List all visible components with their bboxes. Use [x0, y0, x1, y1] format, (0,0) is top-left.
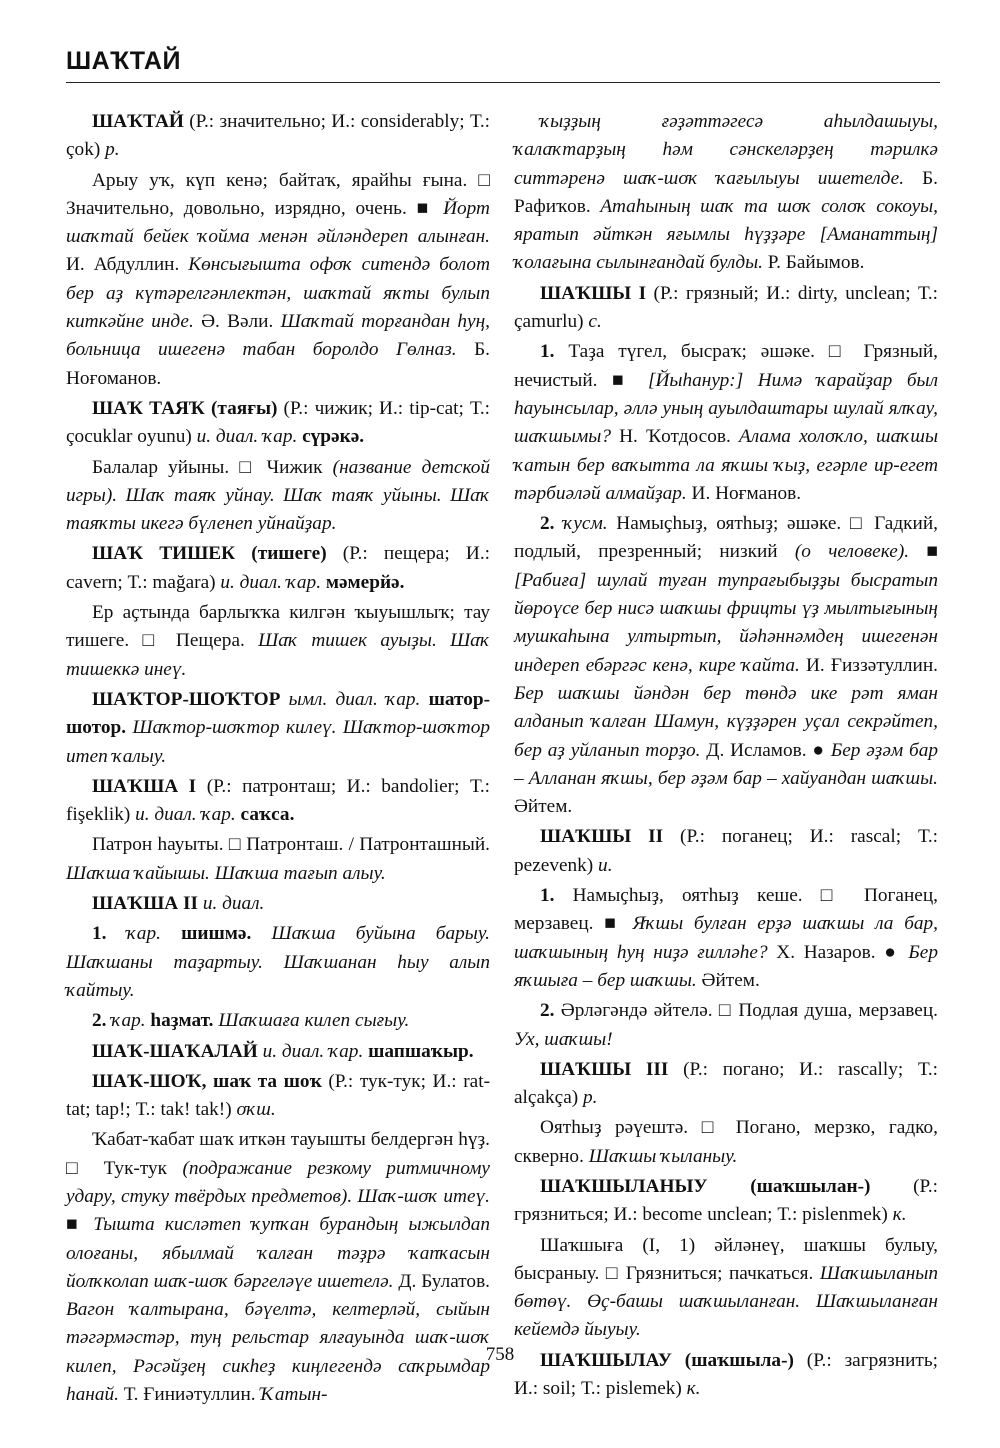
headword-text: ШАҠШЫ I [540, 282, 647, 304]
headword-text: һаҙмат. [150, 1010, 214, 1032]
italic-text: Шаҡ тишек ауыҙы. Шаҡ тишеккә инеү. [66, 630, 490, 680]
body-text: Т. Ғиниәтуллин. [118, 1384, 261, 1406]
body-text [280, 689, 288, 710]
italic-text: Алама холоҡло, шаҡшы ҡатын бер ваҡытта ла яҡшы ҡыҙ, егәрле ир-егет тәрбиәләй алмайҙар. [514, 426, 939, 504]
dictionary-paragraph [514, 338, 938, 508]
italic-text: Шаҡшыланып бөтөү. Өҫ-башы шаҡшыланған. Шаҡшыланған кейемдә йыуыу. [514, 1262, 938, 1341]
body-text: (Р.: значительно; И.: considerably; Т.: çok) [66, 111, 490, 161]
body-text: Арыу уҡ, күп кенә; байтаҡ, ярайһы ғына. □ Значительно, довольно, изрядно, очень. ■ [66, 169, 490, 219]
body-text: (Р.: грязниться; И.: become unclean; Т.: pislenmek) [514, 1175, 938, 1226]
italic-text: Шаҡтай торғандан һуң, больница ишегенә табан боролдо Гөлназ. [66, 311, 491, 361]
dictionary-paragraph [514, 280, 938, 337]
italic-text: Яҡшы булған ерҙә шаҡшы ла бар, шаҡшының һуң ниҙә ғилләһе? [514, 913, 938, 963]
headword-text: ШАҠША I [92, 775, 197, 797]
headword-text: ШАҠ-ШОҠ, шаҡ та шоҡ [92, 1070, 322, 1092]
page-number: 758 [485, 1344, 515, 1365]
body-text: Д. Булатов. [393, 1270, 490, 1292]
dictionary-paragraph [66, 920, 490, 1005]
running-head: ШАҠТАЙ [66, 47, 181, 75]
dictionary-paragraph [66, 1038, 490, 1066]
italic-text: и. диал. ҡар. [262, 1040, 364, 1062]
body-text [106, 923, 126, 944]
italic-text: и. диал. ҡар. [135, 804, 236, 826]
italic-text: Шаҡша ҡайышы. Шаҡша тағып алыу. [66, 862, 386, 884]
headword-text: 1. [540, 341, 555, 363]
body-text: Ә. Вәли. [193, 311, 281, 333]
headword-text: 2. [92, 1010, 107, 1032]
dictionary-paragraph [66, 890, 490, 918]
headword-text: ШАҠШЫ II [540, 826, 664, 848]
dictionary-paragraph [66, 1068, 490, 1125]
italic-text: Бер яҡшыға – бер шаҡшы. [514, 941, 938, 991]
italic-text: р. [583, 1087, 598, 1109]
headword-text: ШАҠТОР-ШОҠТОР [92, 688, 281, 710]
body-text: (Р.: тук-тук; И.: rat-tat; tap!; Т.: tak! tak!) [66, 1070, 491, 1121]
dictionary-paragraph [514, 1114, 938, 1171]
body-text: Ер аҫтында барлыҡҡа килгән ҡыуышлыҡ; тау тишеге. □ Пещера. [66, 602, 490, 652]
body-text: (Р.: загрязнить; И.: soil; Т.: pislemek) [514, 1349, 938, 1400]
dictionary-paragraph [66, 599, 490, 684]
italic-text: оҡш. [236, 1099, 276, 1121]
body-text: Р. Байымов. [762, 252, 865, 274]
italic-text: и. диал. ҡар. [196, 426, 298, 448]
dictionary-paragraph [514, 510, 938, 821]
dictionary-paragraph [66, 773, 490, 830]
body-text: Б. Рафиҡов. [514, 167, 938, 217]
body-text [251, 923, 271, 944]
italic-text: (подражание резкому ритмичному удару, стуку твёрдых предметов). Шаҡ-шоҡ итеү. [66, 1157, 490, 1207]
headword-text: 2. [540, 1000, 555, 1022]
body-text: Ҡабат-ҡабат шаҡ иткән тауышты белдергән һүҙ. □ Тук-тук [66, 1129, 490, 1179]
dictionary-paragraph [514, 1056, 938, 1113]
italic-text: ҡыҙҙың ғәҙәттәгесә аһылдашыуы, ҡалаҡтарҙың һәм сәнскеләрҙең тәрилкә ситтәренә шаҡ-шоҡ ҡағылыуы ишетелде. [514, 111, 938, 189]
italic-text: Вагон ҡалтырана, бәүелтә, келтерләй, сыйын тәгәрмәстәр, туң рельстар ялғауында шаҡ-шоҡ килеп, Рәсәйҙең сикһеҙ киңлегендә саҡрымдар һанай. [66, 1299, 490, 1406]
body-text: Н. Ҡотдосов. [610, 426, 739, 448]
dictionary-paragraph [514, 997, 938, 1054]
body-text: Әйтем. [514, 796, 573, 818]
italic-text: ымл. диал. ҡар. [288, 688, 421, 710]
italic-text: к. [892, 1204, 907, 1226]
dictionary-paragraph [66, 1126, 490, 1409]
italic-text: р. [105, 139, 120, 161]
header-rule [66, 82, 940, 83]
body-text [161, 923, 181, 944]
dictionary-paragraph [514, 108, 938, 278]
italic-text: и. диал. [202, 893, 265, 915]
headword-text: ШАҠТАЙ [92, 111, 184, 132]
headword-text: саҡса. [240, 804, 295, 826]
headword-text: ШАҠШЫЛАНЫУ (шаҡшылан-) [540, 1175, 871, 1197]
body-text: Патрон һауыты. □ Патронташ. / Патронташный. [92, 834, 490, 856]
body-text: (Р.: грязный; И.: dirty, unclean; Т.: çamurlu) [514, 282, 939, 333]
italic-text: Шаҡтор-шоҡтор килеү. Шаҡтор-шоҡтор итеп ҡалыу. [66, 717, 490, 767]
body-text: Намыҫһыҙ, оятһыҙ; әшәке. □ Гадкий, подлый, презренный; низкий [514, 513, 939, 563]
italic-text: Йорт шаҡтай бейек ҡойма менән әйләндереп алынған. [66, 197, 490, 248]
italic-text: Шаҡшаға килеп сығыу. [218, 1010, 410, 1032]
headword-text: ШАҠ ТИШЕК (тишеге) [92, 543, 327, 565]
italic-text: ҡар. [126, 923, 161, 945]
dictionary-paragraph [66, 108, 490, 165]
headword-text: ШАҠШЫ III [540, 1058, 669, 1080]
body-text: Әйтем. [696, 969, 760, 991]
italic-text: Атаһының шаҡ та шоҡ солоҡ сокоуы, яратып әйткән яғымлы һүҙҙәре [Аманаттың] ҡолағына сылынғандай булды. [514, 195, 939, 274]
body-text: (Р.: чижик; И.: tip-cat; Т.: çocuklar oyunu) [66, 397, 491, 448]
italic-text: (название детской игры). Шаҡ таяҡ уйнау. Шаҡ таяҡ уйыны. Шаҡ таяҡты икегә бүленеп уйнайҙар. [66, 456, 491, 535]
dictionary-paragraph [66, 454, 490, 539]
italic-text: Ух, шаҡшы! [514, 1028, 613, 1050]
body-text: Х. Назаров. ● [767, 941, 909, 963]
body-text: (Р.: пещера; И.: cavern; Т.: mağara) [66, 543, 491, 593]
dictionary-paragraph [514, 882, 938, 995]
body-text: Оятһыҙ рәүештә. □ Погано, мерзко, гадко, скверно. [514, 1117, 938, 1167]
dictionary-paragraph [514, 823, 938, 880]
body-text: Таҙа түгел, бысраҡ; әшәке. □ Грязный, нечистый. ■ [514, 341, 938, 391]
italic-text: и. [598, 854, 613, 876]
body-text: И. Абдуллин. [66, 254, 189, 276]
body-text: Б. Ноғоманов. [66, 339, 490, 389]
body-text: И. Ноғманов. [686, 482, 802, 504]
dictionary-paragraph [66, 540, 490, 597]
dictionary-paragraph [66, 686, 490, 771]
dictionary-paragraph [514, 1173, 938, 1230]
headword-text: ШАҠ-ШАҠАЛАЙ [92, 1040, 258, 1062]
dictionary-paragraph [514, 1232, 938, 1345]
body-text: ■ [66, 1214, 94, 1236]
italic-text: [Рабиға] шулай туған тупрағыбыҙҙы бысратып йөроүсе бер нисә шаҡшы фрицты үҙ мылтығының мушкаһына ултыртып, йәһәннәмдең ишегенән индереп ебәргәс кенә, кире ҡайта. [514, 569, 938, 676]
italic-text: (о человеке). [794, 541, 910, 563]
left-column [66, 108, 490, 1411]
body-text: ■ [909, 541, 939, 563]
headword-text: сүрәкә. [302, 426, 365, 448]
italic-text: Шаҡшы ҡыланыу. [588, 1145, 738, 1167]
headword-text: 1. [92, 923, 107, 945]
headword-text: ШАҠША II [92, 893, 198, 915]
italic-text: с. [588, 311, 602, 333]
italic-text: Бер әҙәм бар – Алланан яҡшы, бер әҙәм бар – хайуандан шаҡшы. [514, 739, 938, 789]
headword-text: 1. [540, 885, 555, 907]
italic-text: к. [686, 1378, 701, 1400]
body-text: (Р.: поганец; И.: rascal; Т.: pezevenk) [514, 826, 938, 876]
dictionary-paragraph [66, 395, 490, 452]
dictionary-paragraph [66, 167, 490, 393]
italic-text: [Йыһанур:] Нимә ҡарайҙар был һауынсылар, әллә уның ауылдаштары шулай ялҡау, шаҡшымы? [514, 369, 938, 448]
dictionary-paragraph [66, 1007, 490, 1035]
italic-text: Бер шаҡшы йәндән бер төндә ике рәт яман алданып ҡалған Шамун, күҙҙәрен уҫал секрәйтеп, бер аҙ уйланып торҙо. [514, 682, 938, 761]
right-column [514, 108, 938, 1405]
body-text: Д. Исламов. ● [700, 739, 831, 761]
headword-text: мәмерйә. [325, 571, 405, 593]
headword-text: 2. [540, 513, 555, 535]
body-text: Шаҡшыға (I, 1) әйләнеү, шаҡшы булыу, бысраныу. □ Грязниться; пачкаться. [514, 1234, 938, 1284]
italic-text: Ҡатын- [260, 1384, 328, 1406]
headword-text: ШАҠ ТАЯҠ (таяғы) [92, 397, 278, 419]
italic-text: Тышта кисләтеп ҡупҡан бурандың ыжылдап олоғаны, ябылмай ҡалған тәҙрә ҡапҡасын йолҡколап шаҡ-шоҡ бәргеләүе ишетелә. [66, 1214, 490, 1292]
body-text: (Р.: погано; И.: rascally; Т.: alçakça) [514, 1058, 938, 1109]
headword-text: ШАҠШЫЛАУ (шаҡшыла-) [540, 1349, 794, 1371]
headword-text: шатор-шотор. [66, 688, 490, 739]
italic-text: и. диал. ҡар. [220, 571, 322, 593]
italic-text: Көнсығышта офоҡ ситендә болот бер аҙ күтәрелгәнлектән, шаҡтай яҡты булып киткәйне инде. [66, 254, 490, 333]
body-text [554, 513, 563, 534]
body-text: Әрләгәндә әйтелә. □ Подлая душа, мерзавец. [554, 1000, 938, 1022]
italic-text: ҡар. [111, 1010, 146, 1032]
body-text: И. Ғиззәтуллин. [799, 654, 938, 676]
headword-text: шапшаҡыр. [368, 1040, 474, 1062]
body-text [420, 689, 428, 710]
body-text: (Р.: патронташ; И.: bandolier; Т.: fişeklik) [66, 775, 490, 826]
headword-text: шишмә. [181, 923, 252, 945]
dictionary-paragraph [66, 831, 490, 888]
body-text: Намыҫһыҙ, оятһыҙ кеше. □ Поганец, мерзавец. ■ [514, 885, 938, 935]
italic-text: Шаҡша буйына барыу. Шаҡшаны таҙартыу. Шаҡшанан һыу алып ҡайтыу. [66, 923, 490, 1001]
body-text: Балалар уйыны. □ Чижик [92, 456, 333, 478]
italic-text: ҡусм. [563, 513, 608, 535]
